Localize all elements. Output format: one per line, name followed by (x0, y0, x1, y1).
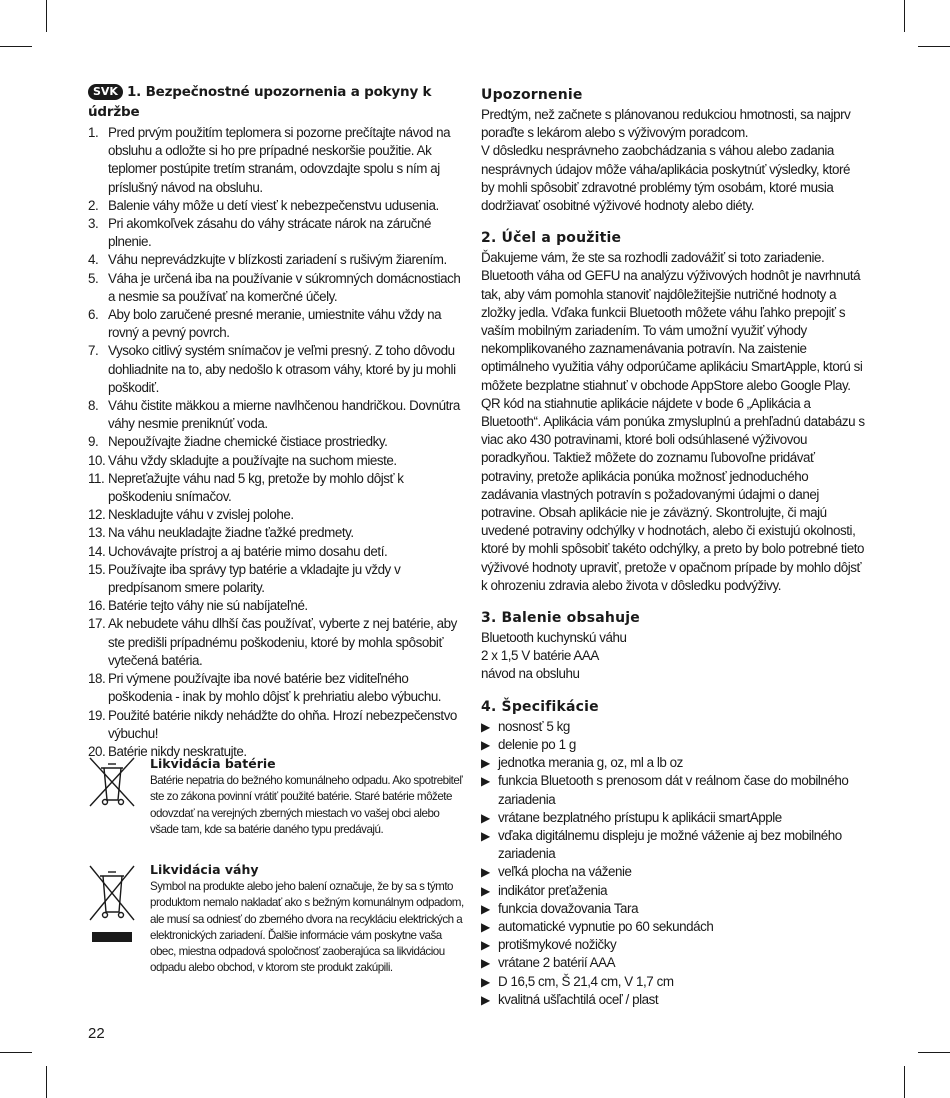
disposal-scale-text: Symbol na produkte alebo jeho balení označuje, že by sa s týmto produktom nemalo nakladať ako s bežným komunálnym odpadom, ale musí sa odniesť do zberného dvora na recykláciu elektrických a elektronických zariadení. Ďalšie informácie vám poskytne vaša obec, miestna odpadová spoločnosť zaoberajúca sa likvidáciou odpadu alebo obchod, v ktorom ste produkt zakúpili. (150, 880, 464, 975)
safety-item-number: 2. (88, 197, 99, 213)
safety-item-text: Ak nebudete váhu dlhší čas používať, vyberte z nej batérie, aby ste predišli prípadnému poškodeniu, ktoré by mohla spôsobiť vytečená batéria. (108, 616, 457, 668)
triangle-bullet-icon: ▶ (481, 901, 490, 916)
safety-item-text: Použité batérie nikdy nehádžte do ohňa. Hrozí nebezpečenstvo výbuchu! (108, 707, 457, 741)
safety-item (88, 251, 470, 269)
disposal-battery-title: Likvidácia batérie (150, 756, 276, 771)
safety-item-number: 14. (88, 543, 106, 559)
safety-item-text: Aby bolo zaručené presné meranie, umiestnite váhu vždy na rovný a pevný povrch. (108, 307, 442, 341)
crop-mark (904, 1066, 905, 1098)
safety-title: 1. Bezpečnostné upozornenia a pokyny k údržbe (88, 84, 432, 120)
spec-item (481, 918, 866, 936)
safety-item-text: Váhu čistite mäkkou a mierne navlhčenou handričkou. Dovnútra váhy nesmie preniknúť voda. (108, 398, 460, 432)
safety-item (88, 597, 470, 615)
spec-item (481, 991, 866, 1009)
safety-item-number: 18. (88, 671, 106, 687)
triangle-bullet-icon: ▶ (481, 756, 490, 771)
safety-item (88, 561, 470, 597)
spec-item-text: vrátane 2 batérií AAA (498, 955, 616, 971)
triangle-bullet-icon: ▶ (481, 974, 490, 989)
triangle-bullet-icon: ▶ (481, 919, 490, 934)
safety-item-number: 12. (88, 507, 106, 523)
spec-item-text: veľká plocha na váženie (498, 864, 632, 880)
usage-section (481, 229, 866, 595)
safety-item-number: 13. (88, 525, 106, 541)
spec-item-text: protišmykové nožičky (498, 937, 617, 953)
triangle-bullet-icon: ▶ (481, 719, 490, 734)
triangle-bullet-icon: ▶ (481, 865, 490, 880)
spec-item (481, 882, 866, 900)
spec-item-text: funkcia Bluetooth s prenosom dát v reálnom čase do mobilného zariadenia (498, 773, 849, 807)
safety-item (88, 524, 470, 542)
safety-item (88, 615, 470, 670)
warning-section (481, 86, 866, 215)
disposal-scale (88, 862, 470, 977)
safety-item-number: 11. (88, 470, 105, 486)
triangle-bullet-icon: ▶ (481, 774, 490, 789)
triangle-bullet-icon: ▶ (481, 883, 490, 898)
warning-title: Upozornenie (481, 87, 583, 103)
safety-item (88, 707, 470, 743)
safety-item-text: Balenie váhy môže u detí viesť k nebezpečenstvu udusenia. (108, 197, 439, 213)
spec-item (481, 772, 866, 808)
spec-item-text: indikátor preťaženia (498, 882, 608, 898)
safety-item-text: Na váhu neukladajte žiadne ťažké predmety. (108, 525, 354, 541)
usage-title: 2. Účel a použitie (481, 230, 622, 247)
package-line: 2 x 1,5 V batérie AAA (481, 648, 599, 664)
safety-item-number: 20. (88, 743, 106, 759)
specs-section (481, 698, 866, 1009)
spec-item-text: kvalitná ušľachtilá oceľ / plast (498, 991, 659, 1007)
safety-item (88, 270, 470, 306)
safety-item-number: 15. (88, 561, 106, 577)
spec-item (481, 809, 866, 827)
warning-paragraph-1: Predtým, než začnete s plánovanou redukciou hmotnosti, sa najprv poraďte s lekárom alebo s výživovým poradcom. (481, 107, 851, 141)
spec-item-text: vrátane bezplatného prístupu k aplikácii smartApple (498, 809, 782, 825)
safety-item-number: 19. (88, 707, 106, 723)
safety-item-text: Batérie nikdy neskratujte. (108, 743, 247, 759)
safety-item-number: 8. (88, 398, 99, 414)
spec-item (481, 718, 866, 736)
safety-heading (88, 82, 470, 122)
disposal-battery-text: Batérie nepatria do bežného komunálneho odpadu. Ako spotrebiteľ ste zo zákona povinní vrátiť použité batérie. Staré batérie môžete odovzdať na verejných zberných miestach vo vašej obci alebo všade tam, kde sa batérie daného typu predávajú. (150, 774, 463, 836)
spec-item (481, 827, 866, 863)
safety-item (88, 506, 470, 524)
safety-item (88, 197, 470, 215)
safety-item (88, 397, 470, 433)
package-section (481, 609, 866, 684)
safety-item-number: 4. (88, 252, 99, 268)
safety-item (88, 452, 470, 470)
safety-item (88, 470, 470, 506)
safety-item-text: Váhu vždy skladujte a používajte na suchom mieste. (108, 452, 397, 468)
safety-item-text: Neskladujte váhu v zvislej polohe. (108, 507, 294, 523)
safety-item-text: Vysoko citlivý systém snímačov je veľmi presný. Z toho dôvodu dohliadnite na to, aby nedošlo k otrasom váhy, ktoré by ju mohli poškodiť. (108, 343, 456, 395)
right-column (481, 86, 866, 1027)
safety-item (88, 670, 470, 706)
safety-item (88, 306, 470, 342)
crop-mark (904, 0, 905, 32)
triangle-bullet-icon: ▶ (481, 810, 490, 825)
crop-mark (0, 1052, 32, 1053)
spec-item (481, 863, 866, 881)
triangle-bullet-icon: ▶ (481, 992, 490, 1007)
safety-item (88, 124, 470, 197)
safety-item-number: 1. (88, 125, 99, 140)
safety-item-number: 5. (88, 270, 99, 286)
usage-paragraph: Ďakujeme vám, že ste sa rozhodli zadovážiť si toto zariadenie. Bluetooth váha od GEFU na analýzu výživových hodnôt je navrhnutá tak, aby vám pomohla stanoviť najdôležitejšie nutričné hodnoty a zložky jedla. Vďaka funkcii Bluetooth môžete váhu ľahko prepojiť s vaším mobilným zariadením. To vám umožní využiť výhody nekomplikovaného zaznamenávania potravín. Na zaistenie optimálneho využitia váhy odporúčame aplikáciu SmartApple, ktorú si môžete bezplatne stiahnuť v obchode AppStore alebo Google Play. QR kód na stiahnutie aplikácie nájdete v bode 6 „Aplikácia a Bluetooth“. Aplikácia vám ponúka zmysluplnú a prehľadnú databázu s viac ako 430 potravinami, ktoré boli odsúhlasené výživovou poradkyňou. Taktiež môžete do zoznamu ľubovoľne pridávať potraviny, pretože aplikácia ponúka možnosť jednoduchého zadávania vlastných potravín s požadovanými údajmi o danej potravine. Obsah aplikácie nie je záväzný. Skontrolujte, či majú uvedené potraviny odchýlky v hodnotách, alebo či existujú okolnosti, ktoré by mohli spôsobiť takéto odchýlky, a preto by bolo potrebné tieto výživové hodnoty upraviť, pretože v opačnom prípade by mohlo dôjsť k ohrozeniu zdravia alebo života v dôsledku podvýživy. (481, 250, 865, 593)
left-column (88, 82, 470, 761)
language-badge: SVK (88, 84, 123, 100)
crossed-bin-icon (88, 756, 136, 813)
safety-list (88, 124, 470, 761)
spec-item (481, 954, 866, 972)
package-title: 3. Balenie obsahuje (481, 610, 640, 627)
safety-item-text: Uchovávajte prístroj a aj batérie mimo dosahu detí. (108, 543, 388, 559)
spec-item-text: jednotka merania g, oz, ml a lb oz (498, 755, 683, 771)
safety-item-number: 6. (88, 307, 99, 323)
triangle-bullet-icon: ▶ (481, 737, 490, 752)
safety-item-text: Pred prvým použitím teplomera si pozorne prečítajte návod na obsluhu a odložte si ho pre prípadné neskoršie použitie. Ak teplomer postúpite tretím stranám, odovzdajte spolu s ním aj príslušný návod na obsluhu. (108, 125, 451, 195)
spec-item-text: nosnosť 5 kg (498, 718, 570, 734)
safety-item-text: Používajte iba správy typ batérie a vkladajte ju vždy v predpísanom smere polarity. (108, 561, 401, 596)
safety-item (88, 215, 470, 251)
spec-item-text: D 16,5 cm, Š 21,4 cm, V 1,7 cm (498, 973, 674, 989)
safety-item-number: 3. (88, 216, 99, 232)
safety-item-text: Váhu neprevádzkujte v blízkosti zariadení s rušivým žiarením. (108, 252, 447, 268)
disposal-scale-title: Likvidácia váhy (150, 862, 259, 877)
safety-item-number: 10. (88, 452, 106, 468)
spec-item (481, 936, 866, 954)
safety-item-number: 16. (88, 598, 106, 614)
crop-mark (0, 46, 32, 47)
spec-item-text: delenie po 1 g (498, 736, 576, 752)
safety-item-text: Batérie tejto váhy nie sú nabíjateľné. (108, 598, 308, 614)
spec-item (481, 754, 866, 772)
safety-item-text: Nepoužívajte žiadne chemické čistiace prostriedky. (108, 434, 388, 450)
safety-item-text: Pri výmene používajte iba nové batérie bez viditeľného poškodenia - inak by mohlo dôjsť k prehriatiu alebo výbuchu. (108, 671, 442, 705)
package-line: návod na obsluhu (481, 666, 580, 682)
spec-item-text: vďaka digitálnemu displeju je možné váženie aj bez mobilného zariadenia (498, 827, 842, 862)
safety-item-number: 9. (88, 434, 99, 450)
safety-item-number: 7. (88, 343, 99, 359)
specs-title: 4. Špecifikácie (481, 698, 599, 715)
safety-item-text: Váha je určená iba na používanie v súkromných domácnostiach a nesmie sa používať na komerčné účely. (108, 270, 461, 304)
triangle-bullet-icon: ▶ (481, 938, 490, 953)
disposal-battery (88, 756, 470, 838)
spec-item (481, 736, 866, 754)
warning-paragraph-2: V dôsledku nesprávneho zaobchádzania s váhou alebo zadania nesprávnych údajov môže váha/aplikácia poskytnúť výsledky, ktoré by mohli spôsobiť zdravotné problémy tým osobám, ktoré musia dodržiavať osobitné výživové hodnoty alebo diéty. (481, 143, 850, 214)
safety-item-text: Pri akomkoľvek zásahu do váhy strácate nárok na záručné plnenie. (108, 216, 432, 250)
triangle-bullet-icon: ▶ (481, 956, 490, 971)
safety-item (88, 543, 470, 561)
safety-item-number: 17. (88, 616, 106, 632)
safety-item (88, 433, 470, 451)
safety-item-text: Nepreťažujte váhu nad 5 kg, pretože by mohlo dôjsť k poškodeniu snímačov. (108, 470, 404, 505)
crop-mark (918, 46, 950, 47)
spec-item (481, 900, 866, 918)
package-line: Bluetooth kuchynskú váhu (481, 630, 627, 646)
spec-item-text: automatické vypnutie po 60 sekundách (498, 918, 714, 934)
crop-mark (46, 0, 47, 32)
crop-mark (918, 1052, 950, 1053)
spec-item-text: funkcia dovažovania Tara (498, 900, 639, 916)
safety-item (88, 342, 470, 397)
page-number: 22 (88, 1025, 105, 1042)
spec-item (481, 973, 866, 991)
crop-mark (46, 1066, 47, 1098)
triangle-bullet-icon: ▶ (481, 828, 490, 843)
crossed-bin-bar-icon (88, 862, 136, 949)
specs-list (481, 718, 866, 1009)
